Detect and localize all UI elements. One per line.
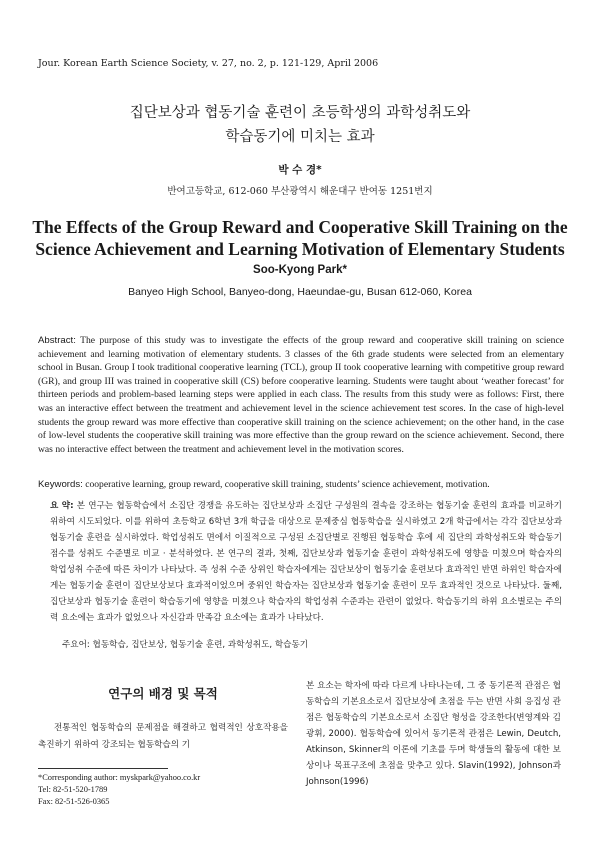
english-title-line2: Science Achievement and Learning Motivation of Elementary Students [35, 239, 565, 259]
keywords-label: Keywords: [38, 479, 83, 490]
korean-keywords [62, 638, 562, 650]
abstract [38, 334, 564, 456]
keywords [38, 478, 568, 491]
korean-title-line2: 학습동기에 미치는 효과 [225, 129, 375, 145]
journal-header: Jour. Korean Earth Science Society, v. 27, no. 2, p. 121-129, April 2006 [38, 58, 379, 69]
english-affiliation: Banyeo High School, Banyeo-dong, Haeundae-gu, Busan 612-060, Korea [128, 286, 472, 298]
corresponding-author: *Corresponding author: myskpark@yahoo.co.kr [38, 773, 201, 782]
korean-author: 박 수 경* [278, 164, 322, 176]
intro-paragraph: 전통적인 협동학습의 문제점을 해결하고 협력적인 상호작용을 촉진하기 위하여 강조되는 협동학습의 기 [38, 723, 288, 750]
right-column-text: 본 요소는 학자에 따라 다르게 나타나는데, 그 중 동기론적 관점은 협동학습의 기본요소로서 집단보상에 초점을 두는 반면 사회 응집성 관점은 협동학습의 기본요소로서 소집단 형성을 강조한다(변영계와 김광휘, 2000). 협동학습에 있어서 동기론적 관점은 Lewin, Deutch, Atkinson, Skinner의 이론에 기초를 두며 학생들의 활동에 대한 보상이나 목표구조에 초점을 맞추고 있다. Slavin(1992), Johnson과 Johnson(1996) [306, 681, 561, 787]
abstract-label: Abstract: [38, 335, 76, 346]
footnote-rule [38, 768, 168, 769]
korean-keywords-label: 주요어: [62, 640, 90, 650]
english-title-line1: The Effects of the Group Reward and Cooperative Skill Training on the [32, 217, 568, 237]
fax: Fax: 82-51-526-0365 [38, 797, 110, 806]
korean-affiliation: 반여고등학교, 612-060 부산광역시 해운대구 반여동 1251번지 [167, 186, 433, 197]
korean-summary [50, 498, 562, 626]
left-column [38, 676, 288, 754]
english-author: Soo-Kyong Park* [253, 264, 347, 276]
keywords-text: cooperative learning, group reward, cooperative skill training, students’ science achievement, motivation. [85, 479, 490, 490]
section-title: 연구의 배경 및 목적 [108, 686, 218, 701]
abstract-text: The purpose of this study was to investigate the effects of the group reward and cooperative skill training on science achievement and learning motivation of elementary students. 3 classes of the 6th grade students were selected from an elementary school in Busan. Group I took traditional cooperative learning (TCL), group II took cooperative learning with competitive group reward (GR), and group III was trained in cooperative skill (CS) before cooperative learning. Students were taught about ‘weather forecast’ for thirteen periods and problem-based learning steps were applied in each class. The results from this study were as follows: First, there was an interactive effect between the treatment and achievement level in the science achievement test scores. In the case of high-level students the group reward was more effective than cooperative skill training on the science achievement; on the other hand, in the case of low-level students the cooperative skill training was more effective than the group reward on the science achievement. Second, there was no interactive effect between the treatment and achievement level in the motivation scores. [38, 335, 564, 455]
footnote [38, 772, 200, 808]
telephone: Tel: 82-51-520-1789 [38, 785, 108, 794]
korean-keywords-text: 협동학습, 집단보상, 협동기술 훈련, 과학성취도, 학습동기 [92, 640, 309, 650]
korean-summary-label: 요 약: [50, 501, 74, 511]
korean-title-line1: 집단보상과 협동기술 훈련이 초등학생의 과학성취도와 [129, 105, 471, 121]
korean-summary-text: 본 연구는 협동학습에서 소집단 경쟁을 유도하는 집단보상과 소집단 구성원의 결속을 강조하는 협동기술 훈련의 효과를 비교하기 위하여 시도되었다. 이를 위하여 초등학교 6학년 3개 학급을 대상으로 문제중심 협동학습을 실시하였고 2개 학급에서는 각각 집단보상과 협동기술 훈련을 실시하였다. 학업성취도 면에서 이질적으로 구성된 소집단별로 진행된 협동학습 후에 세 집단의 과학성취도와 학습동기 점수를 성취도 수준별로 비교 · 분석하였다. 본 연구의 결과, 첫째, 집단보상과 협동기술 훈련이 과학성취도에 영향을 미쳤으며 학습자의 학업성취 수준에 따른 차이가 나타났다. 즉 성취 수준 상위인 학습자에게는 집단보상이 협동기술 훈련보다 효과적인 반면 하위인 학습자에게는 협동기술 훈련이 집단보상보다 효과적이었으며 중위인 학습자는 집단보상과 협동기술 훈련이 모두 효과적인 것으로 나타났다. 둘째, 집단보상과 협동기술 훈련이 학습동기에 영향을 미쳤으나 학습자의 학업성취 수준과는 관련이 없었다. 학습동기의 하위 요소별로는 주의력 요소에는 효과가 없었으나 자신감과 만족감 요소에는 효과가 나타났다. [50, 501, 562, 623]
